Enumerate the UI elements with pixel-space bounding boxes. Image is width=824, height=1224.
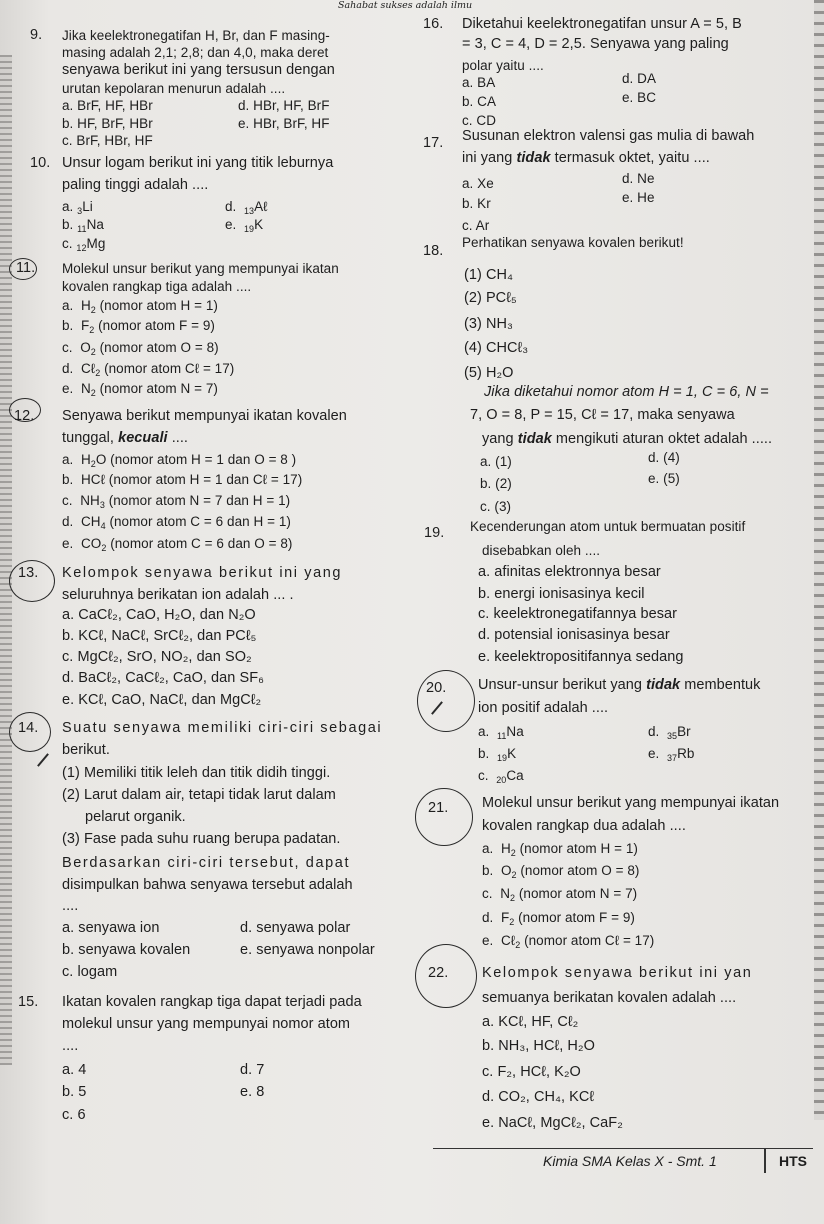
question-text: Jika keelektronegatifan H, Br, dan F masing- — [62, 28, 330, 43]
question-text: urutan kepolaran menurun adalah .... — [62, 81, 286, 96]
compound-1: (1) CH₄ — [464, 267, 513, 283]
statement-1: (1) Memiliki titik leleh dan titik didih tinggi. — [62, 765, 331, 781]
question-text: disebabkan oleh .... — [482, 543, 601, 558]
question-number: 20. — [426, 680, 447, 696]
question-text: Molekul unsur berikut yang mempunyai ikatan — [62, 261, 339, 276]
option-e: e. keelektropositifannya sedang — [478, 649, 684, 665]
option-b: b. $_{11}$Na — [62, 217, 104, 234]
question-text: .... — [62, 898, 79, 914]
option-d: d. HBr, HF, BrF — [238, 98, 330, 113]
question-text: = 3, C = 4, D = 2,5. Senyawa yang paling — [462, 36, 729, 52]
compound-2: (2) PCℓ₅ — [464, 290, 517, 306]
option-b: b. HCℓ (nomor atom H = 1 dan Cℓ = 17) — [62, 472, 303, 487]
compound-4: (4) CHCℓ₃ — [464, 340, 529, 356]
question-text: Kelompok senyawa berikut ini yan — [482, 965, 753, 981]
option-b: b. senyawa kovalen — [62, 942, 191, 958]
question-number: 12. — [14, 408, 35, 424]
option-a: a. BA — [462, 75, 496, 90]
option-b: b. 5 — [62, 1084, 87, 1100]
question-text: Kecenderungan atom untuk bermuatan positif — [470, 519, 746, 534]
option-c: c. logam — [62, 964, 118, 980]
question-text: Molekul unsur berikut yang mempunyai ikatan — [482, 795, 780, 811]
option-d: d. DA — [622, 71, 657, 86]
option-b: b. Kr — [462, 196, 491, 211]
question-text: kovalen rangkap dua adalah .... — [482, 818, 686, 834]
question-text: ini yang tidak termasuk oktet, yaitu .... — [462, 150, 710, 166]
option-a: a. afinitas elektronnya besar — [478, 564, 661, 580]
option-b: b. energi ionisasinya kecil — [478, 586, 645, 602]
question-text: Ikatan kovalen rangkap tiga dapat terjadi pada — [62, 994, 362, 1010]
question-text: Susunan elektron valensi gas mulia di bawah — [462, 128, 755, 144]
option-e: e. $CO_2$ (nomor atom C = 6 dan O = 8) — [62, 536, 293, 553]
question-number: 11. — [16, 260, 36, 276]
question-text: Senyawa berikut mempunyai ikatan kovalen — [62, 408, 347, 424]
question-text: senyawa berikut ini yang tersusun dengan — [62, 62, 335, 78]
option-a: a. CaCℓ₂, CaO, H₂O, dan N₂O — [62, 607, 256, 623]
question-number: 15. — [18, 994, 39, 1010]
option-d: d. Cℓ$_2$ (nomor atom Cℓ = 17) — [62, 361, 235, 378]
option-c: c. 6 — [62, 1107, 86, 1123]
option-a: a. BrF, HF, HBr — [62, 98, 153, 113]
question-text: Kelompok senyawa berikut ini yang — [62, 565, 343, 581]
question-text: semuanya berikatan kovalen adalah .... — [482, 990, 737, 1006]
question-text: seluruhnya berikatan ion adalah ... . — [62, 587, 294, 603]
option-a: a. senyawa ion — [62, 920, 160, 936]
option-c: c. $O_2$ (nomor atom O = 8) — [62, 340, 219, 357]
question-number: 13. — [18, 565, 39, 581]
option-a: a. Xe — [462, 176, 494, 191]
option-e: e. BC — [622, 90, 657, 105]
option-b: b. NH₃, HCℓ, H₂O — [482, 1038, 595, 1054]
question-text: Suatu senyawa memiliki ciri-ciri sebagai — [62, 720, 383, 736]
option-d: d. (4) — [648, 450, 680, 465]
question-number: 22. — [428, 965, 449, 981]
option-e: e. Cℓ$_2$ (nomor atom Cℓ = 17) — [482, 933, 655, 950]
option-e: e. He — [622, 190, 655, 205]
option-c: c. F₂, HCℓ, K₂O — [482, 1064, 581, 1080]
question-number: 9. — [30, 27, 43, 43]
question-text: kovalen rangkap tiga adalah .... — [62, 279, 252, 294]
option-e: e. $N_2$ (nomor atom N = 7) — [62, 381, 218, 398]
option-c: c. (3) — [480, 499, 512, 514]
question-text: Unsur-unsur berikut yang tidak membentuk — [478, 677, 761, 693]
option-d: d. senyawa polar — [240, 920, 351, 936]
footer-course: Kimia SMA Kelas X - Smt. 1 — [543, 1153, 717, 1169]
option-e: e. $_{19}$K — [225, 217, 264, 234]
question-number: 17. — [423, 135, 444, 151]
option-d: d. $F_2$ (nomor atom F = 9) — [482, 910, 635, 927]
question-text: Diketahui keelektronegatifan unsur A = 5, B — [462, 16, 742, 32]
option-b: b. (2) — [480, 476, 512, 491]
question-text: paling tinggi adalah .... — [62, 177, 209, 193]
option-e: e. HBr, BrF, HF — [238, 116, 330, 131]
option-d: d. $CH_4$ (nomor atom C = 6 dan H = 1) — [62, 514, 291, 531]
option-c: c. $_{20}$Ca — [478, 768, 524, 785]
option-a: a. $_{11}$Na — [478, 724, 524, 741]
option-a: a. 4 — [62, 1062, 87, 1078]
statement-2-cont: pelarut organik. — [85, 809, 186, 825]
option-e: e. (5) — [648, 471, 680, 486]
question-text: ion positif adalah .... — [478, 700, 609, 716]
option-e: e. 8 — [240, 1084, 265, 1100]
binding-spiral-left — [0, 55, 12, 1065]
option-e: e. senyawa nonpolar — [240, 942, 375, 958]
question-number: 19. — [424, 525, 445, 541]
option-d: d. CO₂, CH₄, KCℓ — [482, 1089, 595, 1105]
question-text: masing adalah 2,1; 2,8; dan 4,0, maka deret — [62, 45, 329, 60]
option-e: e. $_{37}$Rb — [648, 746, 695, 763]
question-text: .... — [62, 1038, 79, 1054]
binding-spiral-right — [814, 0, 824, 1120]
question-number: 10. — [30, 155, 51, 171]
question-text: tunggal, kecuali .... — [62, 430, 189, 446]
question-text: disimpulkan bahwa senyawa tersebut adalah — [62, 877, 353, 893]
option-b: b. $O_2$ (nomor atom O = 8) — [482, 863, 640, 880]
option-c: c. Ar — [462, 218, 490, 233]
handwritten-circle — [415, 788, 473, 846]
question-text: Jika diketahui nomor atom H = 1, C = 6, N = — [484, 384, 769, 400]
option-a: a. KCℓ, HF, Cℓ₂ — [482, 1014, 579, 1030]
statement-2: (2) Larut dalam air, tetapi tidak larut dalam — [62, 787, 336, 803]
option-c: c. MgCℓ₂, SrO, NO₂, dan SO₂ — [62, 649, 252, 665]
question-number: 21. — [428, 800, 449, 816]
option-c: c. BrF, HBr, HF — [62, 133, 153, 148]
question-text: yang tidak mengikuti aturan oktet adalah ..... — [482, 431, 773, 447]
question-text: 7, O = 8, P = 15, Cℓ = 17, maka senyawa — [470, 407, 735, 423]
option-d: d. potensial ionisasinya besar — [478, 627, 670, 643]
option-a: a. $H_2$ (nomor atom H = 1) — [62, 298, 218, 315]
question-number: 14. — [18, 720, 39, 736]
option-a: a. $H_2$ (nomor atom H = 1) — [482, 841, 638, 858]
compound-3: (3) NH₃ — [464, 316, 513, 332]
option-d: d. Ne — [622, 171, 655, 186]
option-c: c. CD — [462, 113, 496, 128]
question-text: Berdasarkan ciri-ciri tersebut, dapat — [62, 855, 351, 871]
option-e: e. KCℓ, CaO, NaCℓ, dan MgCℓ₂ — [62, 692, 262, 708]
option-b: b. HF, BrF, HBr — [62, 116, 153, 131]
question-text: berikut. — [62, 742, 110, 758]
question-text: Perhatikan senyawa kovalen berikut! — [462, 235, 684, 250]
question-number: 18. — [423, 243, 444, 259]
option-c: c. $NH_3$ (nomor atom N = 7 dan H = 1) — [62, 493, 291, 510]
option-a: a. (1) — [480, 454, 512, 469]
question-text: molekul unsur yang mempunyai nomor atom — [62, 1016, 351, 1032]
option-d: d. $_{13}$Aℓ — [225, 199, 268, 216]
question-number: 16. — [423, 16, 444, 32]
option-c: c. $_{12}$Mg — [62, 236, 106, 253]
option-c: c. $N_2$ (nomor atom N = 7) — [482, 886, 638, 903]
option-b: b. $_{19}$K — [478, 746, 517, 763]
masthead: Sahabat sukses adalah ilmu — [338, 0, 473, 11]
option-b: b. CA — [462, 94, 497, 109]
footer-series: HTS — [779, 1153, 807, 1169]
statement-3: (3) Fase pada suhu ruang berupa padatan. — [62, 831, 341, 847]
page-footer — [433, 1148, 813, 1173]
option-d: d. $_{35}$Br — [648, 724, 691, 741]
option-e: e. NaCℓ, MgCℓ₂, CaF₂ — [482, 1115, 623, 1131]
option-c: c. keelektronegatifannya besar — [478, 606, 677, 622]
option-d: d. 7 — [240, 1062, 265, 1078]
option-a: a. $H_2O$ (nomor atom H = 1 dan O = 8 ) — [62, 452, 297, 469]
option-b: b. KCℓ, NaCℓ, SrCℓ₂, dan PCℓ₅ — [62, 628, 257, 644]
footer-divider — [764, 1149, 766, 1173]
option-d: d. BaCℓ₂, CaCℓ₂, CaO, dan SF₆ — [62, 670, 264, 686]
handwritten-tick — [37, 753, 49, 767]
option-b: b. $F_2$ (nomor atom F = 9) — [62, 318, 215, 335]
option-a: a. $_3$Li — [62, 199, 93, 216]
question-text: Unsur logam berikut ini yang titik leburnya — [62, 155, 334, 171]
compound-5: (5) H₂O — [464, 365, 514, 381]
question-text: polar yaitu .... — [462, 58, 544, 73]
